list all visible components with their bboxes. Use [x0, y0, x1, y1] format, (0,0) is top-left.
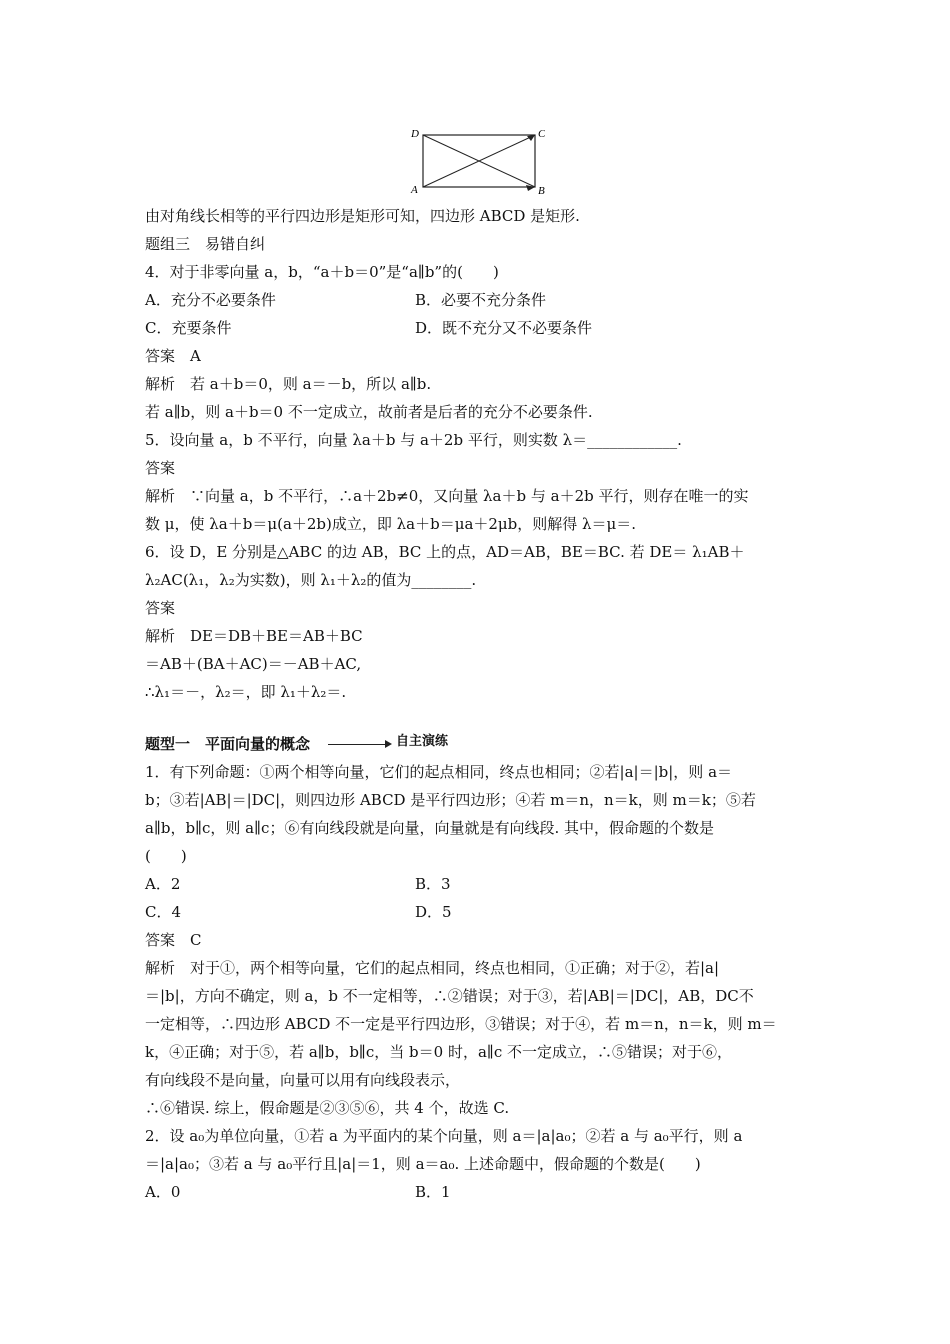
question-1: 1．有下列命题：①两个相等向量，它们的起点相同，终点也相同；②若|a|＝|b|，则 a＝ — [145, 763, 733, 781]
answer-5: 答案 — [145, 459, 176, 477]
option-a: A．充分不必要条件 — [145, 291, 276, 309]
analysis-1-cont: k，④正确；对于⑤，若 a∥b，b∥c，当 b＝0 时，a∥c 不一定成立，∴⑤错误；对于⑥， — [145, 1043, 732, 1061]
analysis-6-cont: ＝AB＋(BA＋AC)＝－AB＋AC, — [145, 655, 362, 673]
text-line: 由对角线长相等的平行四边形是矩形可知，四边形 ABCD 是矩形. — [145, 207, 580, 225]
rectangle-diagram — [405, 124, 545, 196]
question-5: 5．设向量 a，b 不平行，向量 λa＋b 与 a＋2b 平行，则实数 λ＝____________. — [145, 431, 682, 449]
option-b: B．3 — [415, 875, 451, 893]
option-d: D．既不充分又不必要条件 — [415, 319, 593, 337]
label-a: A — [411, 184, 418, 196]
label-b: B — [538, 185, 545, 196]
option-c: C．4 — [145, 903, 182, 921]
analysis-1-cont: 有向线段不是向量，向量可以用有向线段表示， — [145, 1071, 461, 1089]
question-1-cont: a∥b，b∥c，则 a∥c；⑥有向线段就是向量，向量就是有向线段. 其中，假命题的个数是 — [145, 819, 714, 837]
option-a: A．0 — [145, 1183, 181, 1201]
option-d: D．5 — [415, 903, 452, 921]
analysis-1: 解析 对于①，两个相等向量，它们的起点相同，终点也相同，①正确；对于②，若|a| — [145, 959, 720, 977]
label-c: C — [538, 128, 545, 140]
option-b: B．1 — [415, 1183, 451, 1201]
answer-1: 答案 C — [145, 931, 202, 949]
analysis-4: 解析 若 a＋b＝0，则 a＝－b，所以 a∥b. — [145, 375, 432, 393]
analysis-4-cont: 若 a∥b，则 a＋b＝0 不一定成立，故前者是后者的充分不必要条件. — [145, 403, 593, 421]
question-2-cont: ＝|a|a₀；③若 a 与 a₀平行且|a|＝1，则 a＝a₀. 上述命题中，假命题的个数是( ) — [145, 1155, 701, 1173]
section-tag: 自主演练 — [396, 734, 449, 749]
question-6-cont: λ₂AC(λ₁，λ₂为实数)，则 λ₁＋λ₂的值为________. — [145, 571, 477, 589]
question-1-blank: ( ) — [145, 847, 187, 865]
analysis-5-cont: 数 μ，使 λa＋b＝μ(a＋2b)成立，即 λa＋b＝μa＋2μb，则解得 λ＝μ＝. — [145, 515, 637, 533]
analysis-1-result: ∴⑥错误. 综上，假命题是②③⑤⑥，共 4 个，故选 C. — [145, 1099, 510, 1117]
analysis-6: 解析 DE＝DB＋BE＝AB＋BC — [145, 627, 363, 645]
question-2: 2．设 a₀为单位向量，①若 a 为平面内的某个向量，则 a＝|a|a₀；②若 a 与 a₀平行，则 a — [145, 1127, 743, 1145]
answer-6: 答案 — [145, 599, 176, 617]
answer-4: 答案 A — [145, 347, 201, 365]
question-1-cont: b；③若|AB|＝|DC|，则四边形 ABCD 是平行四边形；④若 m＝n，n＝k，则 m＝k；⑤若 — [145, 791, 756, 809]
subsection-heading: 题组三 易错自纠 — [145, 235, 266, 253]
analysis-1-cont: ＝|b|，方向不确定，则 a，b 不一定相等，∴②错误；对于③，若|AB|＝|DC|，AB，DC不 — [145, 987, 754, 1005]
analysis-6-result: ∴λ₁＝－，λ₂＝，即 λ₁＋λ₂＝. — [145, 683, 347, 701]
analysis-5: 解析 ∵向量 a，b 不平行，∴a＋2b≠0，又向量 λa＋b 与 a＋2b 平行，则存在唯一的实 — [145, 487, 749, 505]
label-d: D — [411, 128, 419, 140]
arrow-right-icon — [385, 740, 392, 748]
analysis-1-cont: 一定相等，∴四边形 ABCD 不一定是平行四边形，③错误；对于④，若 m＝n，n＝k，则 m＝ — [145, 1015, 777, 1033]
rectangle-figure — [405, 124, 545, 196]
option-a: A．2 — [145, 875, 181, 893]
section-title: 题型一 平面向量的概念 — [145, 735, 311, 753]
option-b: B．必要不充分条件 — [415, 291, 547, 309]
question-6: 6．设 D，E 分别是△ABC 的边 AB，BC 上的点，AD＝AB，BE＝BC. 若 DE＝ λ₁AB＋ — [145, 543, 745, 561]
section-header — [145, 734, 465, 754]
arrow-line — [328, 744, 388, 745]
option-c: C．充要条件 — [145, 319, 232, 337]
question-4: 4．对于非零向量 a，b，“a＋b＝0”是“a∥b”的( ) — [145, 263, 499, 281]
